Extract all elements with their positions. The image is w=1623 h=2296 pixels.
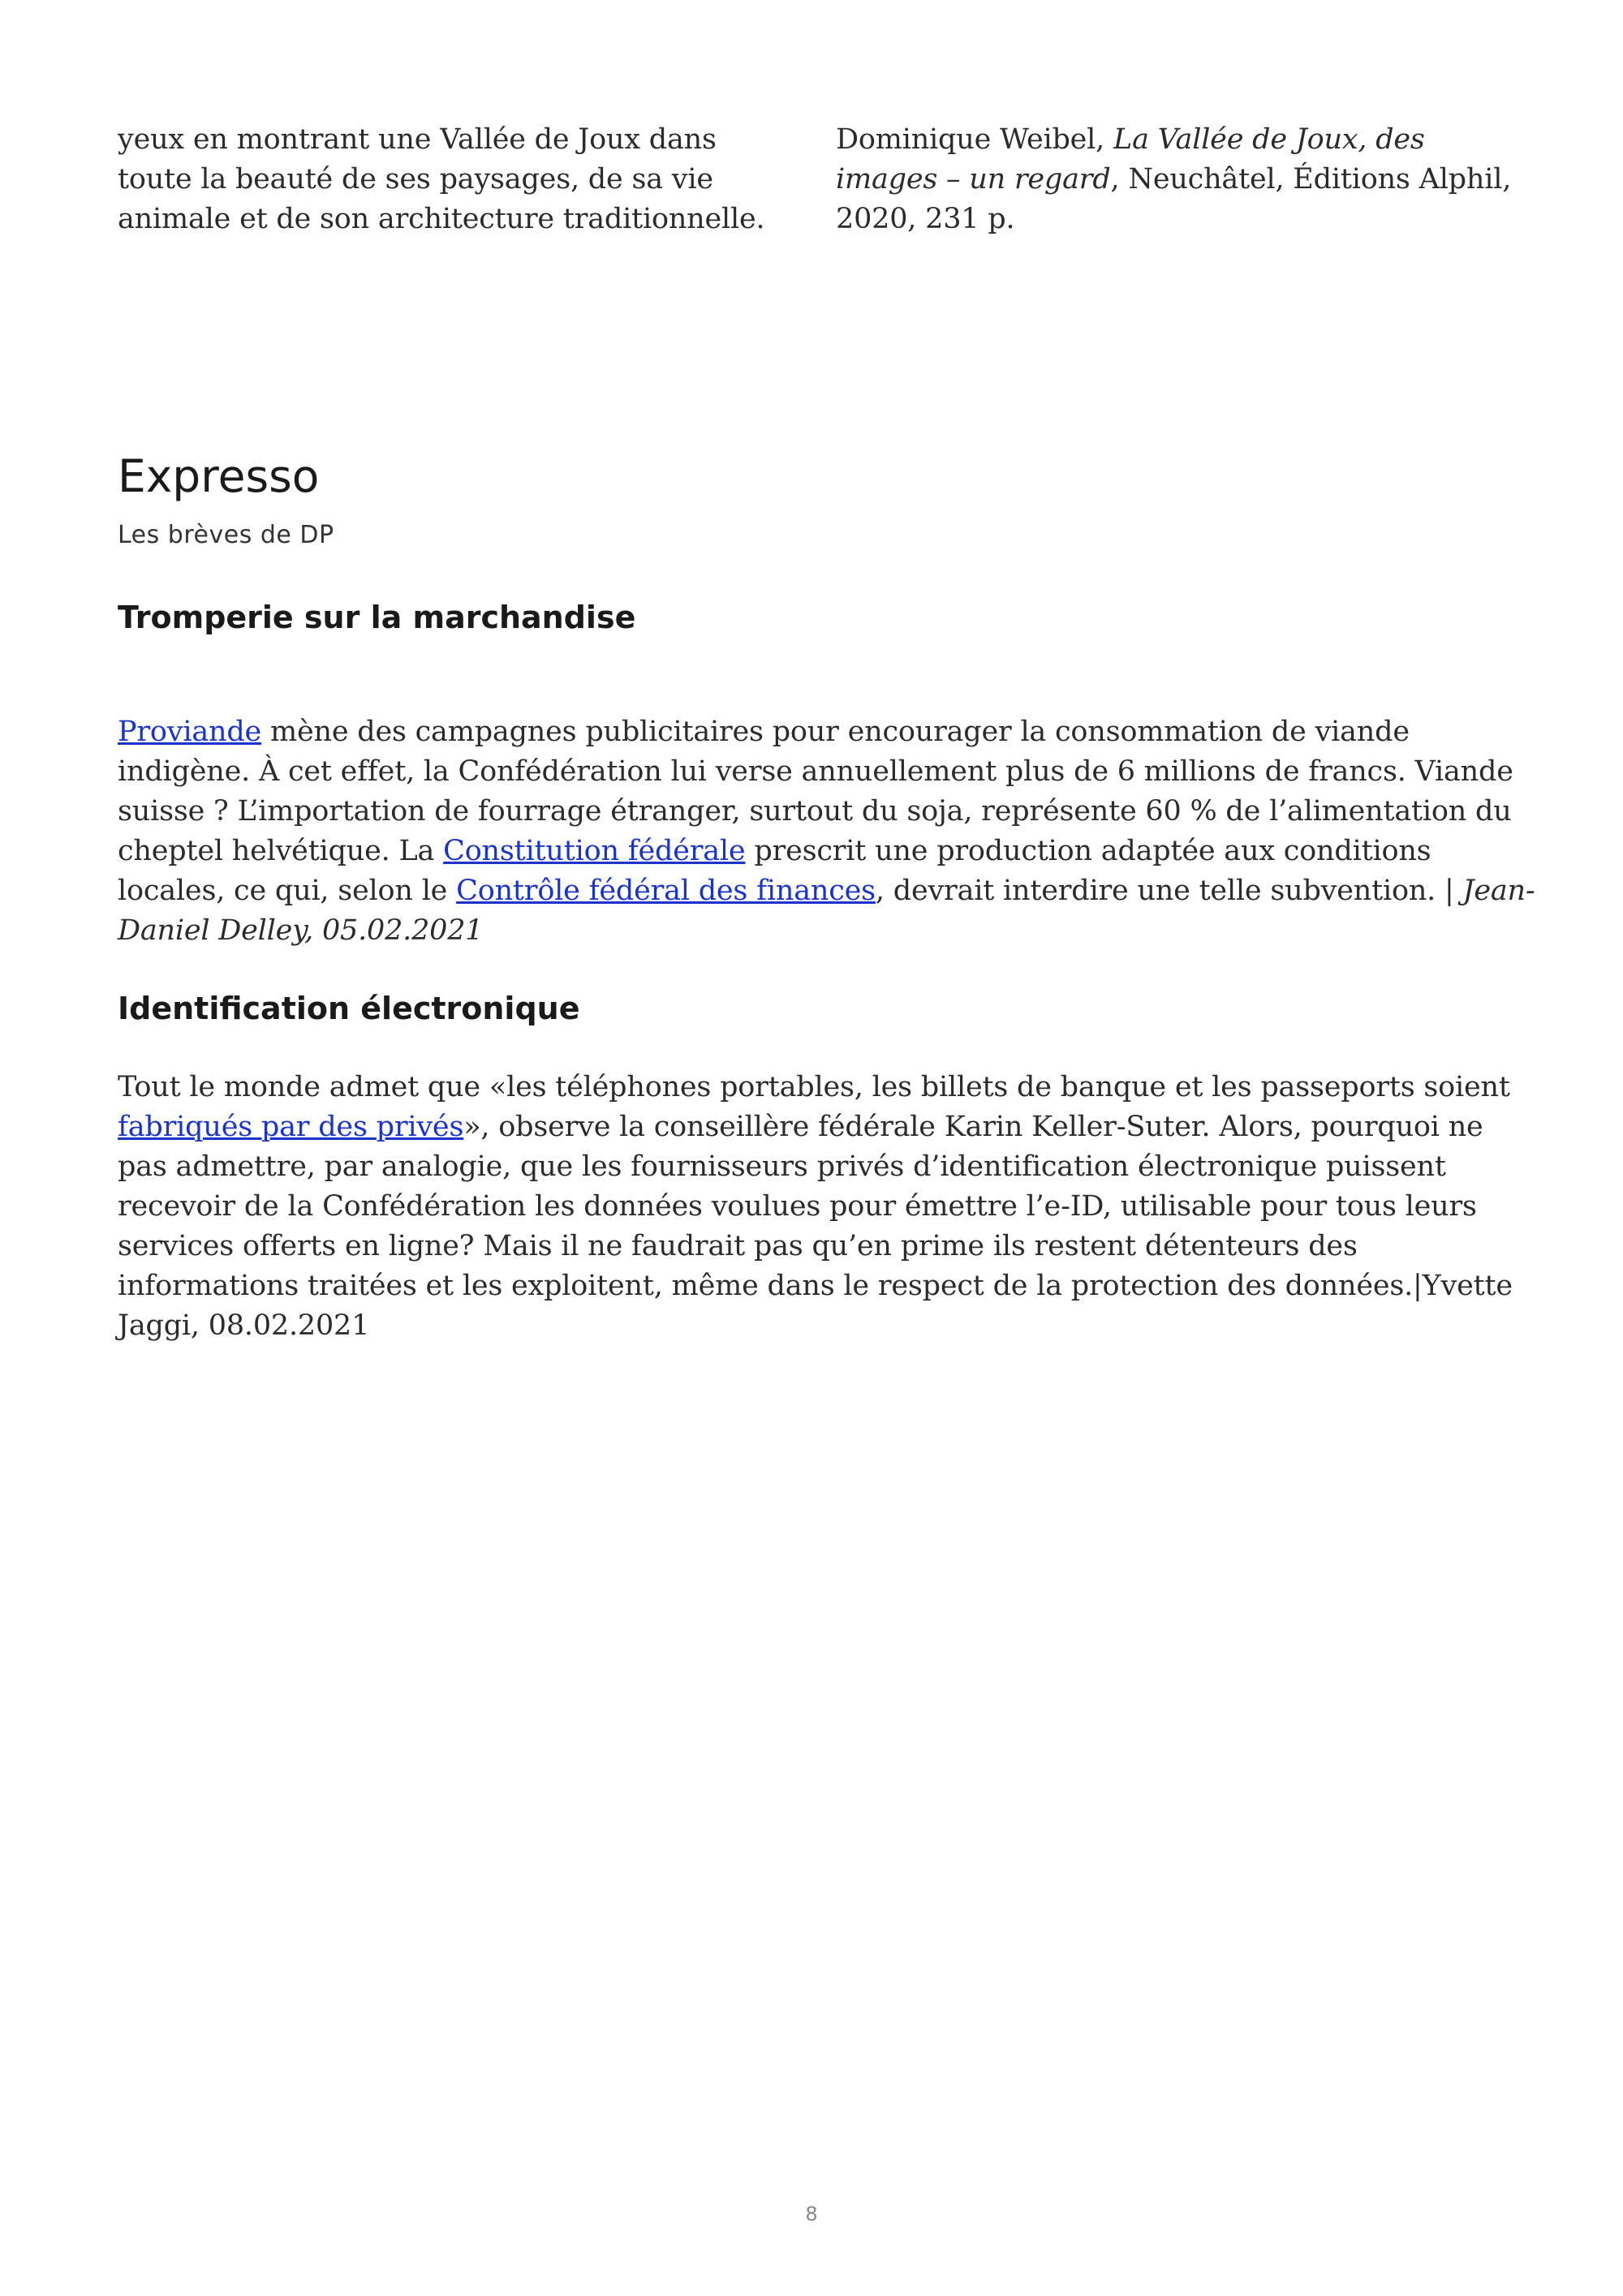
link-proviande[interactable]: Proviande [118, 716, 262, 748]
left-column-continued-text [118, 120, 799, 239]
brief-body-identification [118, 1068, 1538, 1346]
page-number: 8 [805, 2203, 818, 2225]
section-title: Expresso [118, 450, 320, 502]
book-publisher: , Neuchâtel, Éditions Alphil, 2020, 231 p. [836, 163, 1512, 235]
link-controle-federal-finances[interactable]: Contrôle fédéral des finances [456, 875, 876, 907]
brief-heading-identification: Identification électronique [118, 991, 580, 1026]
brief-body-tromperie [118, 712, 1538, 951]
brief-text: prescrit une production adaptée aux conditions locales, ce qui, selon le [118, 835, 1431, 907]
book-title: La Vallée de Joux, des images – un regard [836, 123, 1425, 196]
section-subtitle: Les brèves de DP [118, 521, 334, 549]
brief-signature: Jean-Daniel Delley, 05.02.2021 [118, 875, 1535, 947]
book-reference [836, 120, 1526, 239]
link-fabriques-par-des-prives[interactable]: fabriqués par des privés [118, 1111, 464, 1143]
link-constitution-federale[interactable]: Constitution fédérale [443, 835, 746, 867]
brief-text: , devrait interdire une telle subvention. | [875, 875, 1463, 907]
brief-text: », observe la conseillère fédérale Karin Keller-Suter. Alors, pourquoi ne pas admettre, par analogie, que les fournisseurs privés d’identification électronique puissent recevoir de la Confédération les données voulues pour émettre l’e-ID, utilisable pour tous leurs services offerts en ligne? Mais il ne faudrait pas qu’en prime ils restent détenteurs des informations traitées et les exploitent, même dans le respect de la protection des données.|Yvette Jaggi, 08.02.2021 [118, 1111, 1513, 1342]
brief-heading-tromperie: Tromperie sur la marchandise [118, 600, 636, 635]
brief-text: Tout le monde admet que «les téléphones portables, les billets de banque et les passeports soient [118, 1071, 1510, 1103]
book-author: Dominique Weibel, [836, 123, 1114, 156]
left-column-text: yeux en montrant une Vallée de Joux dans toute la beauté de ses paysages, de sa vie animale et de son architecture traditionnelle. [118, 123, 765, 235]
brief-text: mène des campagnes publicitaires pour encourager la consommation de viande indigène. À cet effet, la Confédération lui verse annuellement plus de 6 millions de francs. Viande suisse ? L’importation de fourrage étranger, surtout du soja, représente 60 % de l’alimentation du cheptel helvétique. La [118, 716, 1513, 867]
